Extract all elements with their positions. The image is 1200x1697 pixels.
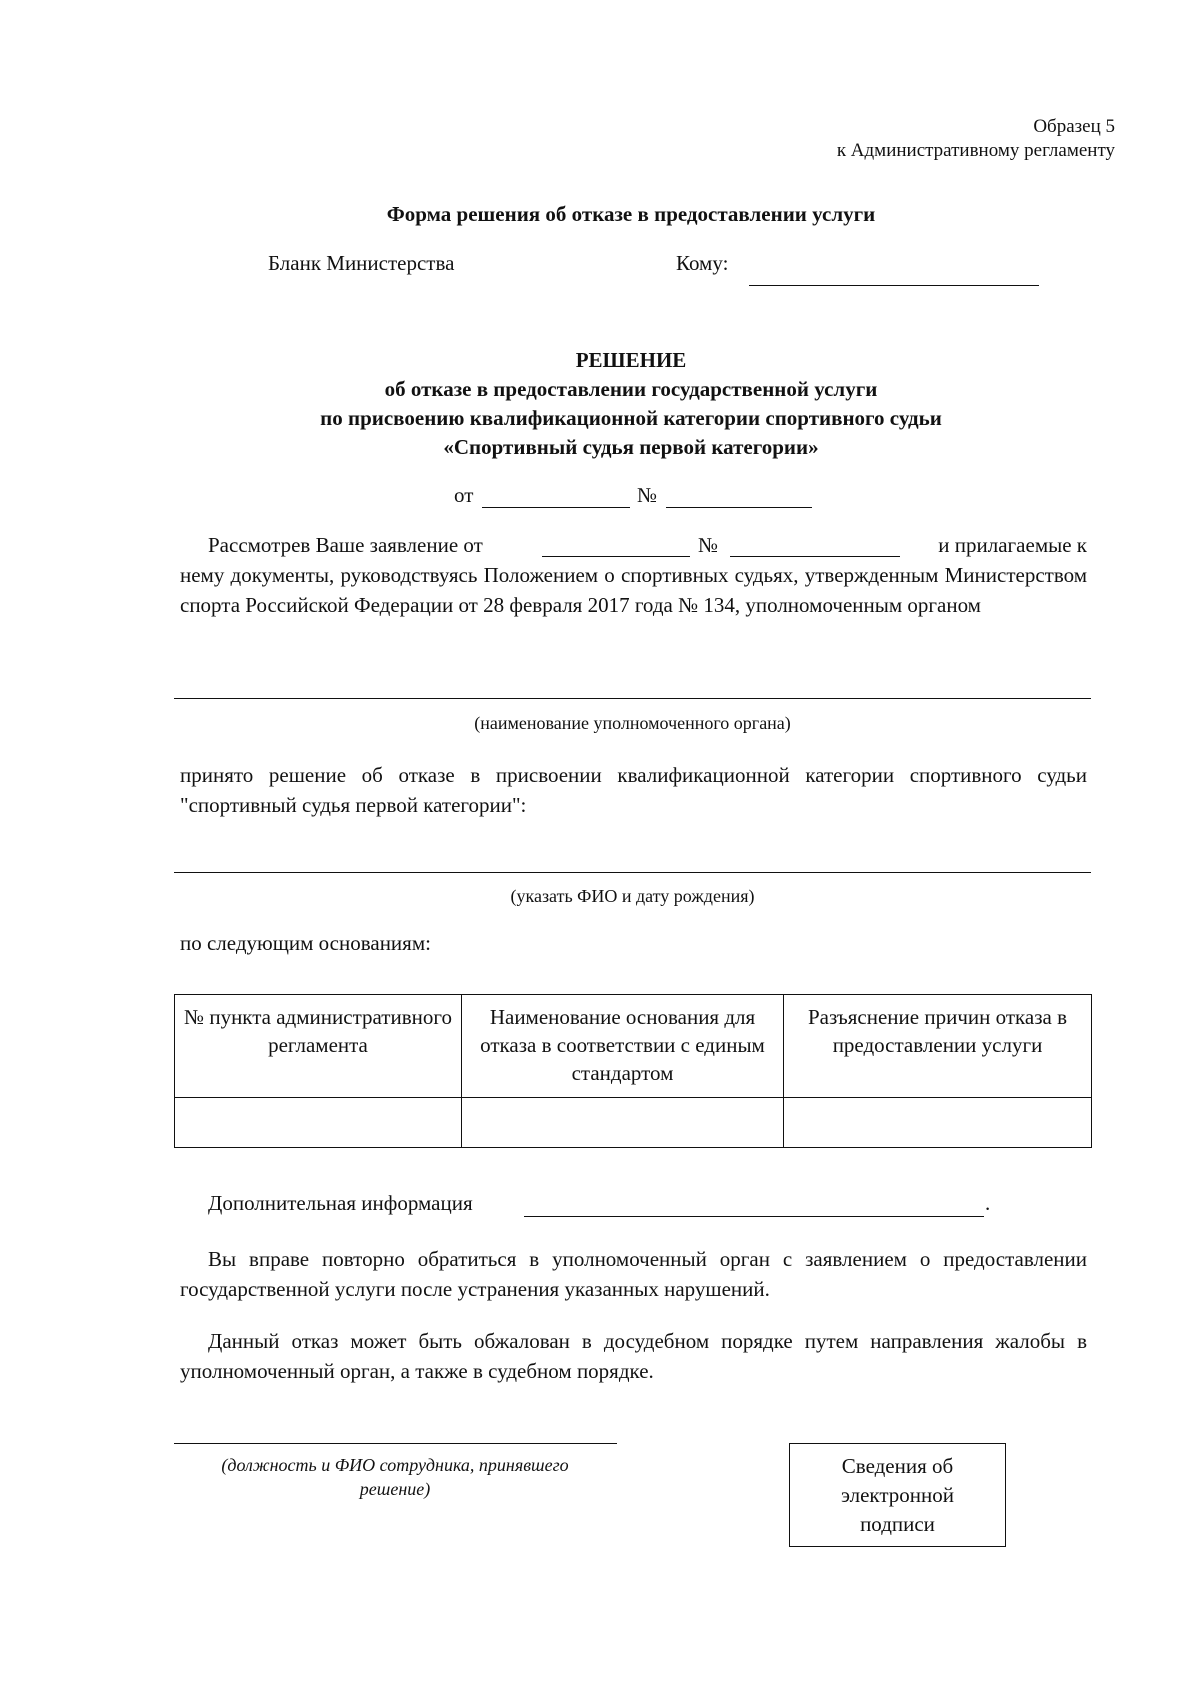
- grounds-label: по следующим основаниям:: [180, 931, 431, 955]
- application-number-line: [730, 556, 900, 557]
- paragraph-4: Данный отказ может быть обжалован в досудебном порядке путем направления жалобы в уполномоченный орган, а также в судебном порядке.: [180, 1329, 1087, 1383]
- column-header-regulation-item: № пункта административного регламента: [175, 995, 462, 1098]
- attached-text: и прилагаемые к: [938, 533, 1087, 557]
- table-header-row: [175, 995, 1092, 1098]
- paragraph-1-first-line: [180, 530, 1087, 560]
- signature-caption: (должность и ФИО сотрудника, принявшего решение): [221, 1455, 569, 1499]
- decision-subtitle-2: по присвоению квалификационной категории спортивного судьи: [320, 406, 942, 430]
- fio-line: [174, 872, 1091, 873]
- organ-name-caption: (наименование уполномоченного органа): [474, 713, 791, 733]
- number-blank-line: [666, 507, 812, 508]
- ministry-blank-label: Бланк Министерства: [268, 251, 455, 275]
- paragraph-2: принято решение об отказе в присвоении квалификационной категории спортивного судьи "спортивный судья первой категории":: [180, 763, 1087, 817]
- fio-caption: (указать ФИО и дату рождения): [510, 886, 755, 906]
- date-from-label: от: [454, 483, 474, 507]
- table-cell-ground-name: [462, 1098, 784, 1148]
- column-header-ground-name: Наименование основания для отказа в соответствии с единым стандартом: [462, 995, 784, 1098]
- organ-name-line: [174, 698, 1091, 699]
- grounds-table: [174, 994, 1092, 1148]
- form-title: Форма решения об отказе в предоставлении услуги: [386, 202, 876, 226]
- recipient-blank-line: [749, 285, 1039, 286]
- application-from-text: Рассмотрев Ваше заявление от: [208, 533, 483, 557]
- decision-title: РЕШЕНИЕ: [575, 348, 687, 372]
- electronic-signature-label: Сведения об электронной подписи: [840, 1453, 954, 1536]
- sample-label: Образец 5: [1033, 116, 1115, 137]
- table-cell-refusal-reason: [784, 1098, 1092, 1148]
- additional-info-label: Дополнительная информация: [208, 1191, 473, 1215]
- application-date-line: [542, 556, 690, 557]
- decision-heading: [0, 346, 1200, 462]
- number-label: №: [637, 483, 658, 507]
- regulation-reference: к Административному регламенту: [836, 140, 1115, 161]
- paragraph-3: Вы вправе повторно обратиться в уполномоченный орган с заявлением о предоставлении государственной услуги после устранения указанных нарушений.: [180, 1247, 1087, 1301]
- date-blank-line: [482, 507, 630, 508]
- application-number-sign: №: [698, 533, 719, 557]
- decision-subtitle-1: об отказе в предоставлении государственной услуги: [384, 377, 878, 401]
- column-header-refusal-reason: Разъяснение причин отказа в предоставлении услуги: [784, 995, 1092, 1098]
- paragraph-1-body: нему документы, руководствуясь Положением о спортивных судьях, утвержденным Министерством спорта Российской Федерации от 28 февраля 2017 года № 134, уполномоченным органом: [180, 563, 1087, 617]
- additional-info-line: [524, 1216, 984, 1217]
- decision-subtitle-3: «Спортивный судья первой категории»: [443, 435, 819, 459]
- signature-line: [174, 1443, 617, 1444]
- additional-info-end: .: [985, 1191, 991, 1215]
- table-cell-regulation-item: [175, 1098, 462, 1148]
- table-row: [175, 1098, 1092, 1148]
- recipient-label: Кому:: [676, 251, 729, 275]
- electronic-signature-box: [789, 1443, 1006, 1547]
